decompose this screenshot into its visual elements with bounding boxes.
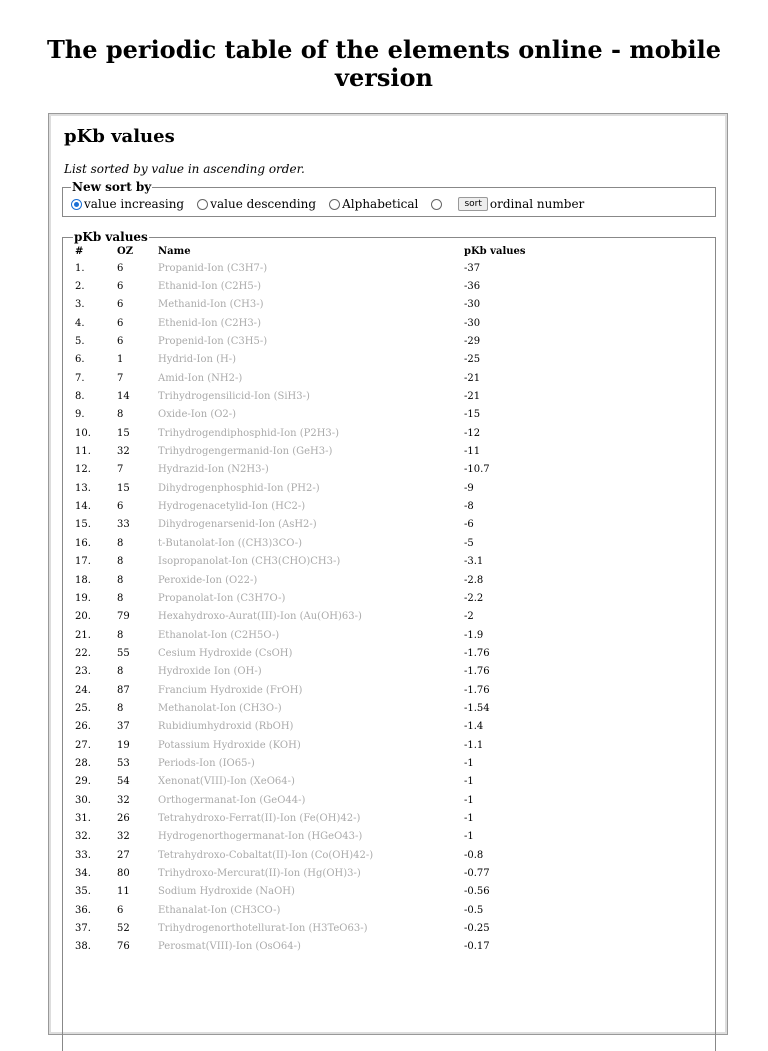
pkb-value: -1.4 (464, 721, 484, 733)
compound-name-link[interactable]: Cesium Hydroxide (CsOH) (158, 647, 293, 659)
compound-name-link[interactable]: Methanolat-Ion (CH3O-) (158, 702, 282, 714)
compound-name-link[interactable]: Tetrahydroxo-Ferrat(II)-Ion (Fe(OH)42-) (158, 812, 361, 824)
sort-option-label: value increasing (84, 197, 185, 211)
table-row (75, 369, 614, 387)
compound-name-link[interactable]: Propanolat-Ion (C3H7O-) (158, 592, 286, 604)
compound-name-link[interactable]: Hydrogenorthogermanat-Ion (HGeO43-) (158, 831, 363, 843)
pkb-value: -30 (464, 317, 481, 329)
element-oz: 32 (117, 831, 130, 843)
row-rank: 12. (75, 464, 91, 476)
row-rank: 3. (75, 299, 85, 311)
table-row (75, 938, 614, 956)
row-rank: 18. (75, 574, 91, 586)
compound-name-link[interactable]: Potassium Hydroxide (KOH) (158, 739, 301, 751)
element-oz: 8 (117, 574, 124, 586)
pkb-value: -6 (464, 519, 474, 531)
table-row (75, 387, 614, 405)
pkb-value: -5 (464, 537, 474, 549)
pkb-value: -1.76 (464, 647, 490, 659)
pkb-value: -37 (464, 262, 481, 274)
radio-alphabetical[interactable] (329, 199, 340, 210)
pkb-value: -1 (464, 794, 474, 806)
compound-name-link[interactable]: Hexahydroxo-Aurat(III)-Ion (Au(OH)63-) (158, 611, 362, 623)
pkb-value: -15 (464, 409, 481, 421)
pkb-value: -9 (464, 482, 474, 494)
compound-name-link[interactable]: Oxide-Ion (O2-) (158, 409, 237, 421)
pkb-value: -30 (464, 299, 481, 311)
row-rank: 5. (75, 336, 85, 348)
radio-value-descending[interactable] (197, 199, 208, 210)
row-rank: 36. (75, 904, 91, 916)
table-row (75, 571, 614, 589)
compound-name-link[interactable]: Xenonat(VIII)-Ion (XeO64-) (158, 776, 295, 788)
row-rank: 29. (75, 776, 91, 788)
pkb-value: -11 (464, 446, 481, 458)
row-rank: 34. (75, 868, 91, 880)
element-oz: 79 (117, 611, 130, 623)
row-rank: 4. (75, 317, 85, 329)
table-row (75, 846, 614, 864)
compound-name-link[interactable]: Ethanalat-Ion (CH3CO-) (158, 904, 281, 916)
element-oz: 8 (117, 592, 124, 604)
pkb-value: -1 (464, 812, 474, 824)
compound-name-link[interactable]: Trihydroxo-Mercurat(II)-Ion (Hg(OH)3-) (158, 868, 361, 880)
row-rank: 17. (75, 556, 91, 568)
element-oz: 11 (117, 886, 130, 898)
table-row (75, 883, 614, 901)
pkb-value: -29 (464, 336, 481, 348)
pkb-value: -0.77 (464, 868, 490, 880)
table-row (75, 699, 614, 717)
element-oz: 14 (117, 391, 130, 403)
pkb-value: -0.25 (464, 923, 490, 935)
element-oz: 15 (117, 482, 130, 494)
element-oz: 8 (117, 666, 124, 678)
pkb-value: -21 (464, 391, 481, 403)
radio-ordinal-number[interactable] (431, 199, 442, 210)
table-row (75, 663, 614, 681)
table-row (75, 406, 614, 424)
row-rank: 27. (75, 739, 91, 751)
row-rank: 19. (75, 592, 91, 604)
pkb-value: -0.5 (464, 904, 484, 916)
table-row (75, 314, 614, 332)
compound-name-link[interactable]: Rubidiumhydroxid (RbOH) (158, 721, 294, 733)
compound-name-link[interactable]: Trihydrogendiphosphid-Ion (P2H3-) (158, 427, 340, 439)
row-rank: 35. (75, 886, 91, 898)
compound-name-link[interactable]: Trihydrogensilicid-Ion (SiH3-) (158, 391, 310, 403)
pkb-value: -21 (464, 372, 481, 384)
results-fieldset (62, 230, 716, 1051)
table-row (75, 259, 614, 277)
row-rank: 24. (75, 684, 91, 696)
compound-name-link[interactable]: Isopropanolat-Ion (CH3(CHO)CH3-) (158, 556, 341, 568)
element-oz: 55 (117, 647, 130, 659)
pkb-value: -10.7 (464, 464, 490, 476)
table-row (75, 461, 614, 479)
element-oz: 8 (117, 702, 124, 714)
pkb-value: -1.9 (464, 629, 484, 641)
row-rank: 1. (75, 262, 85, 274)
element-oz: 8 (117, 629, 124, 641)
compound-name-link[interactable]: Sodium Hydroxide (NaOH) (158, 886, 295, 898)
row-rank: 38. (75, 941, 91, 953)
pkb-value: -3.1 (464, 556, 484, 568)
compound-name-link[interactable]: Francium Hydroxide (FrOH) (158, 684, 303, 696)
row-rank: 26. (75, 721, 91, 733)
pkb-value: -0.17 (464, 941, 490, 953)
table-row (75, 516, 614, 534)
table-row (75, 626, 614, 644)
element-oz: 33 (117, 519, 130, 531)
compound-name-link[interactable]: Tetrahydroxo-Cobaltat(II)-Ion (Co(OH)42-) (158, 849, 374, 861)
table-row (75, 479, 614, 497)
sort-fieldset (62, 180, 716, 217)
row-rank: 9. (75, 409, 85, 421)
table-row (75, 718, 614, 736)
row-rank: 33. (75, 849, 91, 861)
table-row (75, 332, 614, 350)
compound-name-link[interactable]: Ethanid-Ion (C2H5-) (158, 281, 262, 293)
element-oz: 8 (117, 409, 124, 421)
pkb-value: -25 (464, 354, 481, 366)
compound-name-link[interactable]: Perosmat(VIII)-Ion (OsO64-) (158, 941, 301, 953)
element-oz: 6 (117, 281, 124, 293)
sort-button[interactable]: sort (458, 197, 487, 211)
compound-name-link[interactable]: Orthogermanat-Ion (GeO44-) (158, 794, 306, 806)
sort-option-value-descending[interactable] (197, 194, 316, 214)
table-row (75, 497, 614, 515)
row-rank: 8. (75, 391, 85, 403)
radio-value-increasing[interactable] (71, 199, 82, 210)
sort-option-ordinal-number[interactable] (431, 194, 584, 214)
element-oz: 80 (117, 868, 130, 880)
row-rank: 28. (75, 757, 91, 769)
row-rank: 11. (75, 446, 91, 458)
element-oz: 27 (117, 849, 130, 861)
element-oz: 53 (117, 757, 130, 769)
results-legend: pKb values (74, 230, 148, 244)
pkb-value: -0.56 (464, 886, 490, 898)
compound-name-link[interactable]: Hydroxide Ion (OH-) (158, 666, 262, 678)
element-oz: 32 (117, 446, 130, 458)
element-oz: 87 (117, 684, 130, 696)
element-oz: 6 (117, 904, 124, 916)
pkb-value: -2.8 (464, 574, 484, 586)
element-oz: 15 (117, 427, 130, 439)
element-oz: 6 (117, 501, 124, 513)
element-oz: 8 (117, 537, 124, 549)
element-oz: 54 (117, 776, 130, 788)
element-oz: 26 (117, 812, 130, 824)
element-oz: 6 (117, 317, 124, 329)
pkb-value: -2 (464, 611, 474, 623)
compound-name-link[interactable]: Dihydrogenphosphid-Ion (PH2-) (158, 482, 320, 494)
table-row (75, 773, 614, 791)
table-row (75, 424, 614, 442)
table-row (75, 296, 614, 314)
column-header-oz: OZ (117, 246, 134, 257)
compound-name-link[interactable]: Hydrogenacetylid-Ion (HC2-) (158, 501, 306, 513)
element-oz: 6 (117, 299, 124, 311)
pkb-table (75, 244, 614, 956)
table-row (75, 589, 614, 607)
row-rank: 15. (75, 519, 91, 531)
table-row (75, 809, 614, 827)
panel-heading: pKb values (64, 126, 175, 147)
pkb-value: -36 (464, 281, 481, 293)
table-row (75, 644, 614, 662)
row-rank: 20. (75, 611, 91, 623)
row-rank: 7. (75, 372, 85, 384)
compound-name-link[interactable]: Trihydrogengermanid-Ion (GeH3-) (158, 446, 333, 458)
page-title: The periodic table of the elements online - mobile version (46, 35, 722, 92)
element-oz: 8 (117, 556, 124, 568)
pkb-value: -0.8 (464, 849, 484, 861)
compound-name-link[interactable]: Periods-Ion (IO65-) (158, 757, 255, 769)
row-rank: 25. (75, 702, 91, 714)
table-row (75, 681, 614, 699)
sort-option-alphabetical[interactable] (329, 194, 418, 214)
pkb-value: -1.76 (464, 666, 490, 678)
table-row (75, 919, 614, 937)
element-oz: 7 (117, 464, 124, 476)
element-oz: 6 (117, 262, 124, 274)
column-header-pkb: pKb values (464, 246, 526, 257)
pkb-value: -2.2 (464, 592, 484, 604)
row-rank: 23. (75, 666, 91, 678)
pkb-value: -1.54 (464, 702, 490, 714)
pkb-value: -1 (464, 757, 474, 769)
row-rank: 14. (75, 501, 91, 513)
pkb-panel (48, 113, 728, 1035)
column-header-rank: # (75, 246, 84, 257)
row-rank: 21. (75, 629, 91, 641)
sort-option-value-increasing[interactable] (71, 194, 184, 214)
compound-name-link[interactable]: Hydrazid-Ion (N2H3-) (158, 464, 269, 476)
compound-name-link[interactable]: Propanid-Ion (C3H7-) (158, 262, 268, 274)
row-rank: 37. (75, 923, 91, 935)
element-oz: 37 (117, 721, 130, 733)
compound-name-link[interactable]: Trihydrogenorthotellurat-Ion (H3TeO63-) (158, 923, 368, 935)
table-header-row (75, 244, 614, 259)
row-rank: 10. (75, 427, 91, 439)
row-rank: 13. (75, 482, 91, 494)
sort-legend: New sort by (72, 180, 152, 194)
element-oz: 7 (117, 372, 124, 384)
sort-option-label: Alphabetical (342, 197, 419, 211)
compound-name-link[interactable]: Peroxide-Ion (O22-) (158, 574, 258, 586)
table-row (75, 534, 614, 552)
pkb-value: -1 (464, 776, 474, 788)
pkb-value: -8 (464, 501, 474, 513)
compound-name-link[interactable]: Dihydrogenarsenid-Ion (AsH2-) (158, 519, 317, 531)
table-row (75, 828, 614, 846)
row-rank: 32. (75, 831, 91, 843)
compound-name-link[interactable]: Hydrid-Ion (H-) (158, 354, 237, 366)
element-oz: 32 (117, 794, 130, 806)
table-row (75, 791, 614, 809)
row-rank: 6. (75, 354, 85, 366)
row-rank: 2. (75, 281, 85, 293)
table-row (75, 754, 614, 772)
row-rank: 16. (75, 537, 91, 549)
table-row (75, 901, 614, 919)
pkb-value: -1 (464, 831, 474, 843)
row-rank: 22. (75, 647, 91, 659)
pkb-value: -12 (464, 427, 481, 439)
element-oz: 52 (117, 923, 130, 935)
table-row (75, 553, 614, 571)
table-row (75, 442, 614, 460)
table-row (75, 277, 614, 295)
element-oz: 6 (117, 336, 124, 348)
element-oz: 19 (117, 739, 130, 751)
table-row (75, 608, 614, 626)
table-row (75, 351, 614, 369)
sort-option-label: value descending (210, 197, 317, 211)
compound-name-link[interactable]: Amid-Ion (NH2-) (158, 372, 243, 384)
compound-name-link[interactable]: Propenid-Ion (C3H5-) (158, 336, 268, 348)
sort-description: List sorted by value in ascending order. (64, 162, 305, 176)
pkb-value: -1.1 (464, 739, 484, 751)
element-oz: 1 (117, 354, 124, 366)
sort-option-label: ordinal number (489, 197, 585, 211)
table-row (75, 864, 614, 882)
compound-name-link[interactable]: t-Butanolat-Ion ((CH3)3CO-) (158, 537, 303, 549)
compound-name-link[interactable]: Ethenid-Ion (C2H3-) (158, 317, 261, 329)
pkb-value: -1.76 (464, 684, 490, 696)
compound-name-link[interactable]: Methanid-Ion (CH3-) (158, 299, 264, 311)
table-row (75, 736, 614, 754)
row-rank: 31. (75, 812, 91, 824)
column-header-name: Name (158, 246, 191, 257)
element-oz: 76 (117, 941, 130, 953)
compound-name-link[interactable]: Ethanolat-Ion (C2H5O-) (158, 629, 280, 641)
row-rank: 30. (75, 794, 91, 806)
